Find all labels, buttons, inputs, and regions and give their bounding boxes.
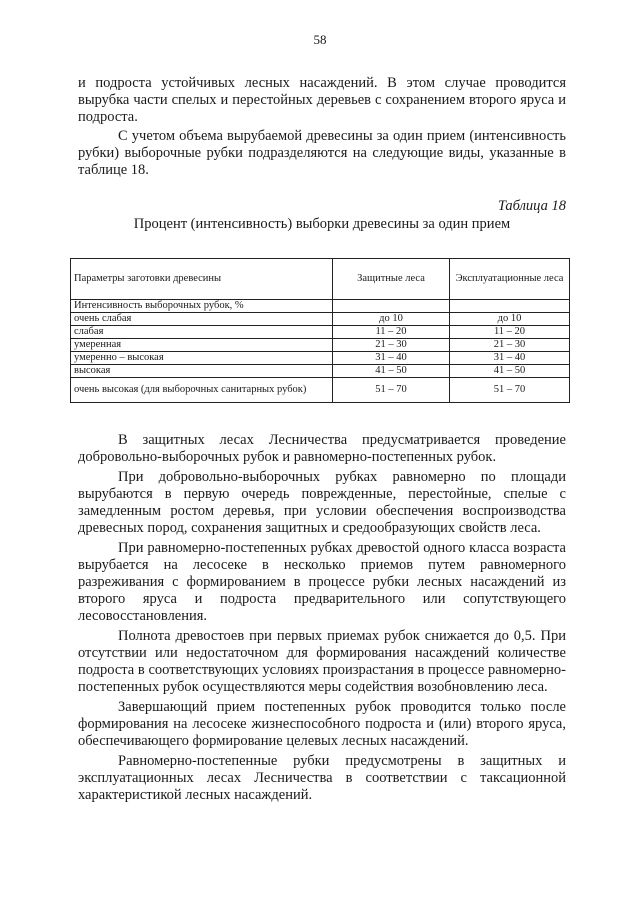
row-exploitation: 31 – 40 (450, 352, 570, 365)
intro-text (78, 75, 566, 179)
body-paragraph: В защитных лесах Лесничества предусматривается проведение добровольно-выборочных рубок и равномерно-постепенных рубок. (78, 432, 566, 465)
table-row (71, 339, 570, 352)
intro-paragraph-2: С учетом объема вырубаемой древесины за один прием (интенсивность рубки) выборочные рубки подразделяются на следующие виды, указанные в таблице 18. (78, 128, 566, 178)
body-paragraph: При равномерно-постепенных рубках древостой одного класса возраста вырубается на лесосеке в несколько приемов путем равномерного разреживания с формированием в процессе рубки лесных насаждений из второго яруса и подроста предварительного или сопутствующего лесовосстановления. (78, 540, 566, 624)
row-exploitation: 11 – 20 (450, 326, 570, 339)
header-exploitation: Эксплуатационные леса (450, 259, 570, 300)
row-param: слабая (71, 326, 333, 339)
body-paragraph: Равномерно-постепенные рубки предусмотрены в защитных и эксплуатационных лесах Лесничества в соответствии с таксационной характеристикой лесных насаждений. (78, 753, 566, 803)
body-paragraph: Полнота древостоев при первых приемах рубок снижается до 0,5. При отсутствии или недостаточном для формирования насаждений количестве подроста в соответствующих условиях произрастания в процессе равномерно-постепенных рубок осуществляются меры содействия возобновлению леса. (78, 628, 566, 695)
intensity-table (70, 258, 570, 403)
table-cell-empty (333, 300, 450, 313)
body-paragraph: Завершающий прием постепенных рубок проводится только после формирования на лесосеке жизнеспособного подроста и (или) второго яруса, обеспечивающего формирование целевых лесных насаждений. (78, 699, 566, 749)
table-label: Таблица 18 (497, 198, 566, 214)
table-title: Процент (интенсивность) выборки древесины за один прием (133, 216, 511, 232)
row-param: очень высокая (для выборочных санитарных рубок) (71, 378, 333, 403)
row-exploitation: 21 – 30 (450, 339, 570, 352)
body-paragraph: При добровольно-выборочных рубках равномерно по площади вырубаются в первую очередь поврежденные, перестойные, спелые с замедленным ростом деревья, при условии обеспечения воспроизводства древесных пород, сохранения защитных и средообразующих свойств леса. (78, 469, 566, 536)
row-exploitation: до 10 (450, 313, 570, 326)
header-param: Параметры заготовки древесины (71, 259, 333, 300)
body-text (78, 432, 566, 807)
table-row (71, 326, 570, 339)
row-protective: 11 – 20 (333, 326, 450, 339)
row-exploitation: 51 – 70 (450, 378, 570, 403)
row-protective: до 10 (333, 313, 450, 326)
row-param: умеренно – высокая (71, 352, 333, 365)
table-row (71, 352, 570, 365)
intro-paragraph-1: и подроста устойчивых лесных насаждений. В этом случае проводится вырубка части спелых и перестойных деревьев с сохранением второго яруса и подроста. (78, 75, 566, 125)
row-param: очень слабая (71, 313, 333, 326)
row-param: умеренная (71, 339, 333, 352)
row-protective: 21 – 30 (333, 339, 450, 352)
section-label: Интенсивность выборочных рубок, % (71, 300, 333, 313)
row-protective: 51 – 70 (333, 378, 450, 403)
table-row (71, 378, 570, 403)
page-number: 58 (313, 32, 327, 47)
row-exploitation: 41 – 50 (450, 365, 570, 378)
row-protective: 41 – 50 (333, 365, 450, 378)
table-row (71, 313, 570, 326)
table-cell-empty (450, 300, 570, 313)
table-section-row (71, 300, 570, 313)
header-protective: Защитные леса (333, 259, 450, 300)
table-header-row (71, 259, 570, 300)
row-param: высокая (71, 365, 333, 378)
table-row (71, 365, 570, 378)
row-protective: 31 – 40 (333, 352, 450, 365)
